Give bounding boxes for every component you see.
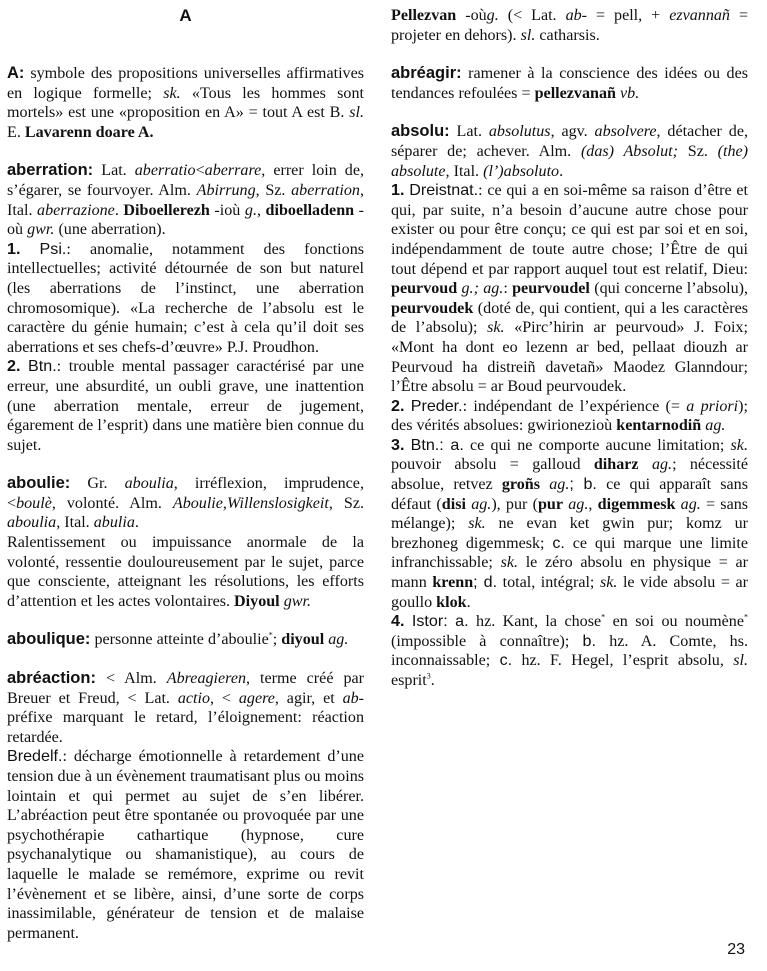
entry-absolu: absolu: Lat. absolutus, agv. absolvere, détacher de, séparer de; achever. Alm. (das) Absolut; Sz. (the) absolute, Ital. (l’)absoluto. 1. Dreistnat.: ce qui a en soi-même sa raison d’être et qui, par suite, n’a besoin d’aucune autre chose pour exister ou pour être conçu; ce qui est par soi et en soi, indépendamment de toute autre chose; l’Être de qui tout dépend et par rapport auquel tout est relatif, Dieu: peurvoud g.; ag.: peurvoudel (qui concerne l’absolu), peurvoudek (doté de, qui contient, qui a les caractères de l’absolu); sk. «Pirc’hirin ar peurvoud» J. Foix; «Mont ha dont eo lezenn ar bed, pellaat diouzh ar Peurvoud ha distreiñ davetañ» Maodez Glanndour; l’Être absolu = ar Boud peurvoudek. 2. Preder.: indépendant de l’expérience (= a priori); des vérités absolues: gwirionezioù kentarnodiñ ag. 3. Btn.: a. ce qui ne comporte aucune limitation; sk. pouvoir absolu = galloud diharz ag.; nécessité absolue, retvez groñs ag.; b. ce qui apparaît sans défaut (disi ag.), pur (pur ag., digemmesk ag. = sans mélange); sk. ne evan ket gwin pur; komz ur brezhoneg digemmesk; c. ce qui marque une limite infranchissable; sk. le zéro absolu en physique = ar mann krenn; d. total, intégral; sk. le vide absolu = ar goullo klok. 4. Istor: a. hz. Kant, la chose* en soi ou noumène* (impossible à connaître); b. hz. A. Comte, hs. inconnaissable; c. hz. F. Hegel, l’esprit absolu, sl. esprit$^3$. <box>391 122 749 689</box>
entry-a: A: symbole des propositions universelles affirmatives en logique formelle; sk. «Tous les hommes sont mortels» est une «proposition en A» = tout A est B. sl. E. Lavarenn doare A. <box>7 64 364 141</box>
left-column <box>7 6 364 962</box>
entry-aberration: aberration: Lat. aberratio<aberrare, errer loin de, s’égarer, se fourvoyer. Alm. Abirrung, Sz. aberration, Ital. aberrazione. Diboellerezh -ioù g., diboelladenn -où gwr. (une aberration). 1. Psi.: anomalie, notamment des fonctions intellectuelles; activité détournée de son but naturel (les aberrations de l’instinct, une aberration chromosomique). «La recherche de l’absolu est le caractère du génie humain; c’est à cela qu’il doit ses aberrations et ses chefs-d’œuvre» P.J. Proudhon. 2. Btn.: trouble mental passager caractérisé par une erreur, une absurdité, un oubli grave, une inattention (une aberration mentale, erreur de jugement, égarement de l’esprit) dans une matière bien connue du sujet. <box>7 161 365 454</box>
entry-aboulie: aboulie: Gr. aboulia, irréflexion, imprudence, <boulè, volonté. Alm. Aboulie,Willenslosigkeit, Sz. aboulia, Ital. abulia. Ralentissement ou impuissance anormale de la volonté, ressentie douloureusement par le sujet, parce que consciente, atteignant les résolutions, les efforts d’attention et les actes volontaires. Diyoul gwr. <box>7 474 364 610</box>
sense-number: 1. <box>7 239 21 258</box>
entry-abreaction: abréaction: < Alm. Abreagieren, terme créé par Breuer et Freud, < Lat. actio, < agere, agir, et ab- préfixe marquant le retard, l’éloignement: réaction retardée. Bredelf.: décharge émotionnelle à retardement d’une tension due à un évènement traumatisant plus ou moins lointain et qui permet au sujet de s’en libérer. L’abréaction peut être spontanée ou provoquée par une psychothérapie cathartique (hypnose, cure psychanalytique ou shamanistique), au cours de laquelle le malade se remémore, exprime ou revit l’évènement et se libère, ainsi, d’une sorte de corps inassimilable, générateur de tension et de malaise permanent. <box>7 669 365 942</box>
sense-number: 3. <box>391 435 405 454</box>
entry-abreaction-continued: Pellezvan -oùg. (< Lat. ab- = pell, + ezvannañ = projeter en dehors). sl. catharsis. <box>391 7 749 44</box>
headword: aboulie: <box>7 474 71 493</box>
headword: aberration: <box>7 161 94 180</box>
headword: abréaction: <box>7 669 96 688</box>
domain-label: Bredelf. <box>7 747 63 766</box>
sense-number: 2. <box>7 357 21 376</box>
sense-number: 4. <box>391 612 405 631</box>
domain-label: Dreistnat. <box>409 181 479 200</box>
right-column <box>391 6 748 710</box>
domain-label: Psi. <box>39 239 67 258</box>
sense-number: 1. <box>391 181 405 200</box>
letter-heading: A <box>179 6 192 25</box>
headword: A: <box>7 64 25 82</box>
domain-label: Btn. <box>28 357 57 376</box>
headword: abréagir: <box>391 64 462 83</box>
sense-number: 2. <box>391 396 405 415</box>
domain-label: Btn. <box>410 435 440 454</box>
headword: aboulique: <box>7 630 91 649</box>
domain-label: Istor: <box>411 612 448 631</box>
page-number: 23 <box>727 941 745 958</box>
headword: absolu: <box>391 122 450 141</box>
entry-abreagir: abréagir: ramener à la conscience des idées ou des tendances refoulées = pellezvanañ vb. <box>391 64 748 102</box>
entry-aboulique: aboulique: personne atteinte d’aboulie*; diyoul ag. <box>7 630 349 649</box>
domain-label: Preder. <box>410 396 463 415</box>
